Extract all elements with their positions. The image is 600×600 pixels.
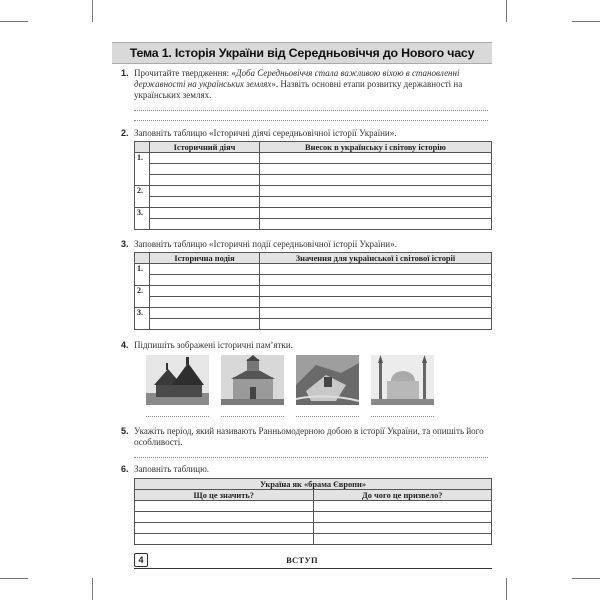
answer-line[interactable] bbox=[134, 111, 488, 121]
section-label: ВСТУП bbox=[286, 555, 318, 565]
table-cell[interactable] bbox=[313, 534, 492, 545]
task-number: 6. bbox=[121, 464, 129, 474]
table-row bbox=[135, 308, 492, 319]
table-cell[interactable] bbox=[150, 186, 260, 197]
row-number: 3. bbox=[135, 308, 150, 330]
table-cell[interactable] bbox=[260, 175, 492, 186]
table-cell[interactable] bbox=[260, 264, 492, 275]
task-text: Прочитайте твердження: «Доба Середньовіччя стала важливою віхою в становленні державності на українських землях». Назвіть основні етапи розвитку державності на українських землях. bbox=[134, 68, 463, 100]
monument-photos bbox=[146, 355, 492, 405]
task-quote: Доба Середньовіччя стала важливою віхою в становленні державності на українських землях bbox=[134, 68, 460, 89]
caption-line[interactable] bbox=[296, 408, 359, 417]
page-title: Тема 1. Історія України від Середньовіччя до Нового часу bbox=[112, 42, 492, 64]
task-4 bbox=[112, 340, 492, 351]
workbook-page bbox=[112, 42, 492, 572]
task-number: 1. bbox=[121, 68, 129, 78]
table-figures bbox=[134, 141, 492, 230]
row-number: 1. bbox=[135, 153, 150, 186]
table-row bbox=[135, 208, 492, 219]
table-cell[interactable] bbox=[150, 208, 260, 219]
column-header: Значення для української і світової історії bbox=[260, 253, 492, 264]
task-text: Підпишіть зображені історичні пам’ятки. bbox=[134, 340, 293, 350]
table-cell[interactable] bbox=[260, 297, 492, 308]
table-cell[interactable] bbox=[313, 523, 492, 534]
crop-mark bbox=[506, 0, 507, 22]
crop-mark bbox=[0, 21, 28, 22]
wooden-church-photo bbox=[146, 355, 209, 405]
row-number: 2. bbox=[135, 286, 150, 308]
table-cell[interactable] bbox=[313, 512, 492, 523]
photo-caption-lines bbox=[146, 408, 492, 417]
task-number: 4. bbox=[121, 340, 129, 350]
castle-ruins-photo bbox=[296, 355, 359, 405]
table-cell[interactable] bbox=[260, 208, 492, 219]
task-text: Заповніть таблицю «Історичні діячі середньовічної історії України». bbox=[134, 128, 397, 138]
table-cell[interactable] bbox=[135, 534, 314, 545]
task-5 bbox=[112, 426, 492, 458]
task-text: Заповніть таблицю. bbox=[134, 464, 210, 474]
table-cell[interactable] bbox=[260, 197, 492, 208]
table-cell[interactable] bbox=[150, 297, 260, 308]
table-row bbox=[135, 534, 492, 545]
answer-line[interactable] bbox=[134, 101, 488, 111]
table-cell[interactable] bbox=[150, 319, 260, 330]
table-cell[interactable] bbox=[150, 153, 260, 164]
task-6 bbox=[112, 464, 492, 475]
task-3 bbox=[112, 239, 492, 250]
task-number: 2. bbox=[121, 128, 129, 138]
table-row bbox=[135, 523, 492, 534]
table-title: Україна як «брама Європи» bbox=[135, 479, 492, 490]
crop-mark bbox=[92, 0, 93, 22]
task-2 bbox=[112, 128, 492, 139]
table-row bbox=[135, 264, 492, 275]
table-cell[interactable] bbox=[150, 275, 260, 286]
row-number: 2. bbox=[135, 186, 150, 208]
table-row bbox=[135, 512, 492, 523]
task-number: 3. bbox=[121, 239, 129, 249]
table-cell[interactable] bbox=[135, 501, 314, 512]
answer-line[interactable] bbox=[134, 448, 488, 458]
table-cell[interactable] bbox=[260, 286, 492, 297]
column-header: Історична подія bbox=[150, 253, 260, 264]
table-row bbox=[135, 286, 492, 297]
table-cell[interactable] bbox=[150, 264, 260, 275]
table-cell[interactable] bbox=[313, 501, 492, 512]
table-gate-of-europe bbox=[134, 478, 492, 545]
table-cell[interactable] bbox=[260, 186, 492, 197]
column-header: Історичний діяч bbox=[150, 142, 260, 153]
stone-church-photo bbox=[221, 355, 284, 405]
table-row bbox=[135, 186, 492, 197]
table-row bbox=[135, 153, 492, 164]
table-cell[interactable] bbox=[150, 197, 260, 208]
row-number: 3. bbox=[135, 208, 150, 230]
task-number: 5. bbox=[121, 426, 129, 436]
crop-mark bbox=[506, 578, 507, 600]
mosque-photo bbox=[371, 355, 434, 405]
table-cell[interactable] bbox=[150, 219, 260, 230]
table-cell[interactable] bbox=[260, 219, 492, 230]
caption-line[interactable] bbox=[146, 408, 209, 417]
column-header: До чого це призвело? bbox=[313, 490, 492, 501]
crop-mark bbox=[92, 578, 93, 600]
crop-mark bbox=[0, 578, 28, 579]
column-header: Що це значить? bbox=[135, 490, 314, 501]
crop-mark bbox=[572, 578, 600, 579]
caption-line[interactable] bbox=[371, 408, 434, 417]
table-cell[interactable] bbox=[260, 308, 492, 319]
task-text: Укажіть період, який називають Ранньомодерною добою в історії України, та опишіть його особливості. bbox=[134, 426, 484, 447]
row-number: 1. bbox=[135, 264, 150, 286]
table-cell[interactable] bbox=[260, 319, 492, 330]
task-1 bbox=[112, 68, 492, 121]
table-events bbox=[134, 252, 492, 330]
table-cell[interactable] bbox=[260, 153, 492, 164]
table-cell[interactable] bbox=[135, 512, 314, 523]
table-cell[interactable] bbox=[150, 164, 260, 175]
table-cell[interactable] bbox=[135, 523, 314, 534]
crop-mark bbox=[572, 21, 600, 22]
task-text: Заповніть таблицю «Історичні події середньовічної історії України». bbox=[134, 239, 397, 249]
table-cell[interactable] bbox=[150, 286, 260, 297]
caption-line[interactable] bbox=[221, 408, 284, 417]
page-number: 4 bbox=[134, 553, 148, 567]
footer-rule bbox=[134, 568, 492, 569]
table-cell[interactable] bbox=[150, 175, 260, 186]
column-header: Внесок в українську і світову історію bbox=[260, 142, 492, 153]
page-footer bbox=[112, 553, 492, 568]
table-cell[interactable] bbox=[260, 164, 492, 175]
table-row bbox=[135, 501, 492, 512]
table-cell[interactable] bbox=[260, 275, 492, 286]
table-cell[interactable] bbox=[150, 308, 260, 319]
